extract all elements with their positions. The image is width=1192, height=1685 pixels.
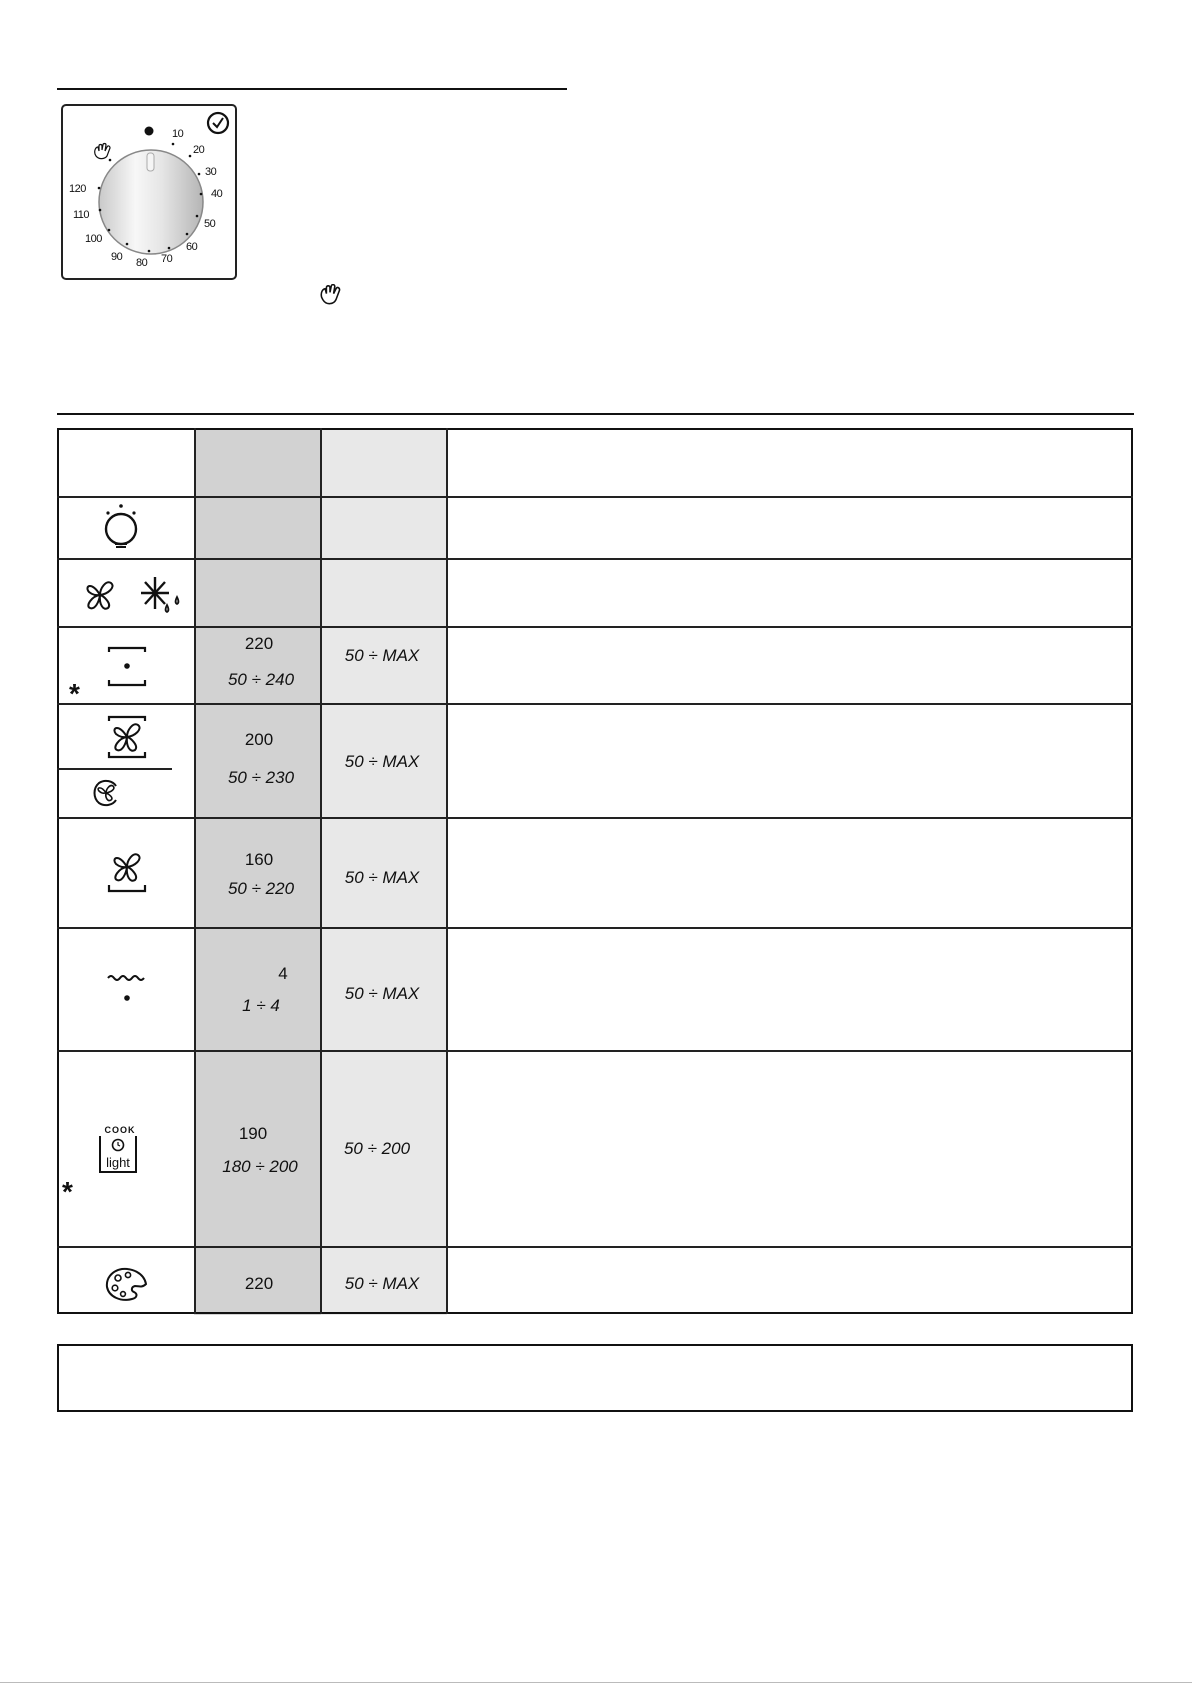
row-divider xyxy=(57,1246,1133,1248)
temp-range: 180 ÷ 200 xyxy=(222,1157,298,1176)
dial-label-90: 90 xyxy=(111,251,123,263)
row-divider xyxy=(57,1050,1133,1052)
hand-icon xyxy=(318,284,342,308)
fan-icon xyxy=(82,578,118,612)
icon-subdivider xyxy=(57,768,172,770)
page-bottom-rule xyxy=(0,1682,1192,1683)
dial-label-40: 40 xyxy=(211,188,223,200)
functions-table xyxy=(57,428,1133,1314)
clock-check-icon xyxy=(208,113,228,133)
dial-label-120: 120 xyxy=(69,183,86,195)
default-temp: 200 xyxy=(244,730,274,749)
note-box xyxy=(57,1344,1133,1412)
timer-dial-panel xyxy=(61,104,237,280)
fan-top-bottom-icon xyxy=(106,714,150,760)
default-temp: 220 xyxy=(244,634,274,653)
svg-text:light: light xyxy=(106,1155,130,1170)
default-temp: 190 xyxy=(238,1124,268,1143)
temp-range: 50 ÷ 220 xyxy=(227,879,295,898)
default-temp: 160 xyxy=(244,850,274,869)
row-divider xyxy=(57,817,1133,819)
oven-lamp-icon xyxy=(101,503,141,551)
dial-label-100: 100 xyxy=(85,233,102,245)
defrost-icon xyxy=(137,573,183,617)
grill-icon xyxy=(105,972,149,1006)
dial-label-30: 30 xyxy=(205,166,217,178)
section-rule-top xyxy=(57,88,567,90)
dial-label-110: 110 xyxy=(73,209,90,221)
pizza-palette-icon xyxy=(104,1266,150,1304)
row-divider xyxy=(57,927,1133,929)
grill-range: 50 ÷ MAX xyxy=(344,646,420,665)
dial-label-60: 60 xyxy=(186,241,198,253)
temp-range: 50 ÷ 240 xyxy=(227,670,295,689)
cook-light-icon xyxy=(96,1124,144,1176)
top-bottom-heat-icon xyxy=(106,644,150,690)
footnote-star: * xyxy=(69,678,80,709)
row-divider xyxy=(57,496,1133,498)
dial-label-70: 70 xyxy=(161,253,173,265)
svg-text:COOK: COOK xyxy=(104,1125,136,1135)
col-divider xyxy=(446,428,448,1314)
dial-label-10: 10 xyxy=(172,128,184,140)
dial-label-50: 50 xyxy=(204,218,216,230)
row-divider xyxy=(57,703,1133,705)
row-divider xyxy=(57,626,1133,628)
grill-range: 50 ÷ MAX xyxy=(344,984,420,1003)
temp-range: 1 ÷ 4 xyxy=(242,996,280,1015)
temp-range: 50 ÷ 230 xyxy=(227,768,295,787)
row-divider xyxy=(57,558,1133,560)
default-temp: 4 xyxy=(278,964,288,983)
grill-range: 50 ÷ MAX xyxy=(344,868,420,887)
section-rule-table xyxy=(57,413,1134,415)
dial-label-20: 20 xyxy=(193,144,205,156)
footnote-star: * xyxy=(62,1176,73,1207)
fan-bottom-icon xyxy=(106,850,150,894)
dial-label-80: 80 xyxy=(136,257,148,269)
grill-range: 50 ÷ MAX xyxy=(344,752,420,771)
hand-icon xyxy=(95,144,110,159)
grill-range: 50 ÷ 200 xyxy=(343,1139,411,1158)
default-temp: 220 xyxy=(244,1274,274,1293)
dial-marker-dot xyxy=(145,127,154,136)
col-divider xyxy=(194,428,196,1314)
grill-range: 50 ÷ MAX xyxy=(344,1274,420,1293)
timer-knob xyxy=(63,106,235,278)
fan-ring-icon xyxy=(91,778,121,808)
col-divider xyxy=(320,428,322,1314)
